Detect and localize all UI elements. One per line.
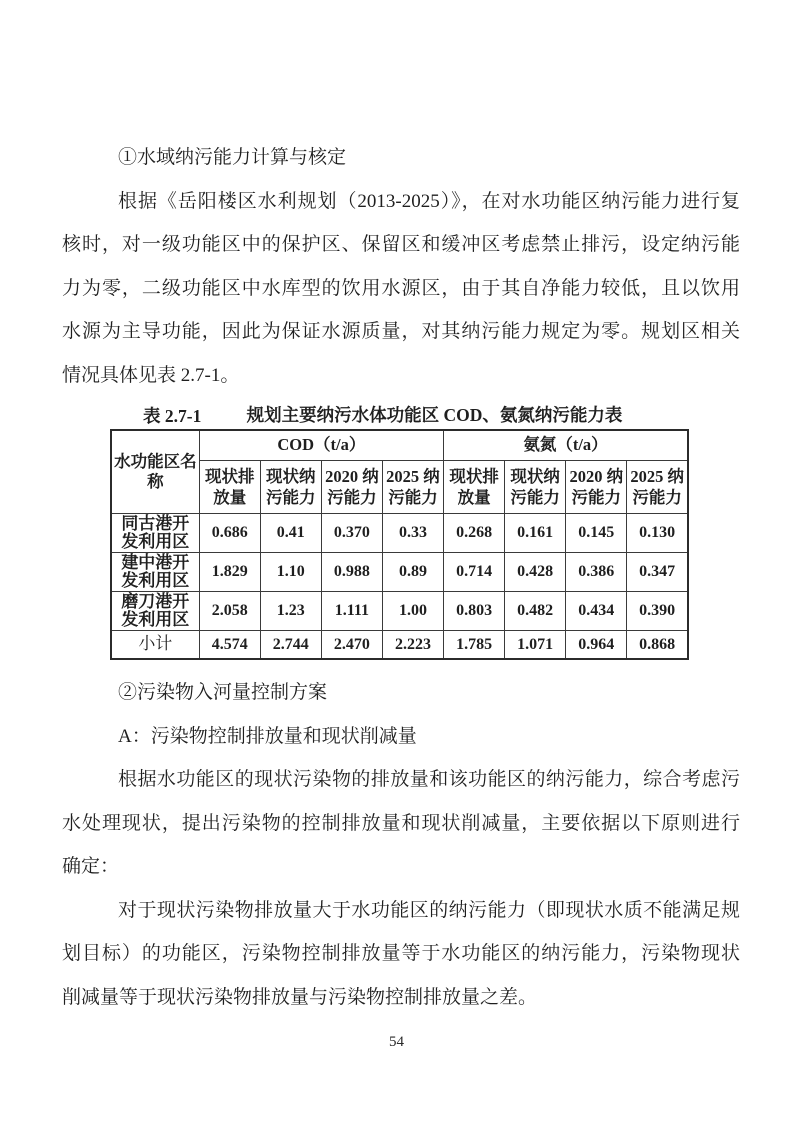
paragraph-line: 水源为主导功能，因此为保证水源质量，对其纳污能力规定为零。规划区相关 bbox=[62, 321, 740, 342]
table-corner-header: 水功能区名称 bbox=[111, 430, 199, 514]
table-subheader: 2020 纳污能力 bbox=[321, 461, 382, 514]
paragraph-line: 水处理现状，提出污染物的控制排放量和现状削减量，主要依据以下原则进行 bbox=[62, 812, 740, 834]
row-name: 磨刀港开发利用区 bbox=[111, 592, 199, 631]
table-row bbox=[111, 514, 688, 553]
table-subheader: 2025 纳污能力 bbox=[627, 461, 688, 514]
section1-heading: ①水域纳污能力计算与核定 bbox=[118, 147, 347, 168]
table-subheader: 2025 纳污能力 bbox=[382, 461, 443, 514]
table-cell: 0.428 bbox=[505, 553, 566, 592]
table-cell: 0.988 bbox=[321, 553, 382, 592]
table-cell: 0.868 bbox=[627, 631, 688, 660]
table-cell: 2.223 bbox=[382, 631, 443, 660]
paragraph-line: 核时，对一级功能区中的保护区、保留区和缓冲区考虑禁止排污，设定纳污能 bbox=[62, 234, 740, 255]
table-cell: 0.370 bbox=[321, 514, 382, 553]
table-row bbox=[111, 553, 688, 592]
paragraph-line: 确定： bbox=[62, 856, 120, 877]
table-subheader: 现状纳污能力 bbox=[260, 461, 321, 514]
table-cell: 0.714 bbox=[444, 553, 505, 592]
table-group-header-row bbox=[111, 430, 688, 461]
table-cell: 1.00 bbox=[382, 592, 443, 631]
pollution-capacity-table bbox=[110, 429, 689, 660]
table-cell: 2.470 bbox=[321, 631, 382, 660]
table-cell: 2.744 bbox=[260, 631, 321, 660]
table-cell: 4.574 bbox=[199, 631, 260, 660]
table-cell: 0.803 bbox=[444, 592, 505, 631]
row-name: 小计 bbox=[111, 631, 199, 660]
paragraph-line: 力为零，二级功能区中水库型的饮用水源区，由于其自净能力较低，且以饮用 bbox=[62, 277, 740, 299]
table-cell: 0.130 bbox=[627, 514, 688, 553]
page-number: 54 bbox=[389, 1034, 404, 1050]
table-cell: 1.23 bbox=[260, 592, 321, 631]
paragraph-line: 对于现状污染物排放量大于水功能区的纳污能力（即现状水质不能满足规 bbox=[118, 899, 740, 921]
table-caption bbox=[110, 403, 689, 429]
table-cell: 1.10 bbox=[260, 553, 321, 592]
table-cell: 1.829 bbox=[199, 553, 260, 592]
section2-subheading: A：污染物控制排放量和现状削减量 bbox=[118, 725, 417, 747]
table-cell: 0.434 bbox=[566, 592, 627, 631]
table-caption-title: 规划主要纳污水体功能区 COD、氨氮纳污能力表 bbox=[246, 405, 623, 425]
table-group-nh3: 氨氮（t/a） bbox=[444, 430, 688, 461]
table-cell: 2.058 bbox=[199, 592, 260, 631]
table-cell: 1.111 bbox=[321, 592, 382, 631]
table-cell: 0.268 bbox=[444, 514, 505, 553]
table-cell: 0.89 bbox=[382, 553, 443, 592]
paragraph-line: 削减量等于现状污染物排放量与污染物控制排放量之差。 bbox=[62, 986, 538, 1008]
table-cell: 0.386 bbox=[566, 553, 627, 592]
paragraph-line: 情况具体见表 2.7-1。 bbox=[62, 364, 240, 386]
page-content bbox=[62, 136, 740, 1019]
table-cell: 0.390 bbox=[627, 592, 688, 631]
table-subheader: 2020 纳污能力 bbox=[566, 461, 627, 514]
table-subheader: 现状排放量 bbox=[444, 461, 505, 514]
table-subheader: 现状纳污能力 bbox=[505, 461, 566, 514]
table-cell: 0.482 bbox=[505, 592, 566, 631]
table-cell: 0.686 bbox=[199, 514, 260, 553]
paragraph-line: 根据水功能区的现状污染物的排放量和该功能区的纳污能力，综合考虑污 bbox=[118, 769, 740, 790]
table-cell: 0.964 bbox=[566, 631, 627, 660]
table-cell: 0.41 bbox=[260, 514, 321, 553]
row-name: 同古港开发利用区 bbox=[111, 514, 199, 553]
table-cell: 0.161 bbox=[505, 514, 566, 553]
table-subtotal-row bbox=[111, 631, 688, 660]
table-row bbox=[111, 592, 688, 631]
table-caption-label: 表 2.7-1 bbox=[143, 406, 202, 426]
table-cell: 1.785 bbox=[444, 631, 505, 660]
paragraph-line: 根据《岳阳楼区水利规划（2013-2025）》，在对水功能区纳污能力进行复 bbox=[118, 190, 740, 212]
table-cell: 0.347 bbox=[627, 553, 688, 592]
paragraph-line: 划目标）的功能区，污染物控制排放量等于水功能区的纳污能力，污染物现状 bbox=[62, 943, 740, 964]
table-cell: 0.33 bbox=[382, 514, 443, 553]
table-group-cod: COD（t/a） bbox=[199, 430, 443, 461]
table-cell: 1.071 bbox=[505, 631, 566, 660]
table-subheader: 现状排放量 bbox=[199, 461, 260, 514]
row-name: 建中港开发利用区 bbox=[111, 553, 199, 592]
table-cell: 0.145 bbox=[566, 514, 627, 553]
section2-heading: ②污染物入河量控制方案 bbox=[118, 682, 328, 703]
